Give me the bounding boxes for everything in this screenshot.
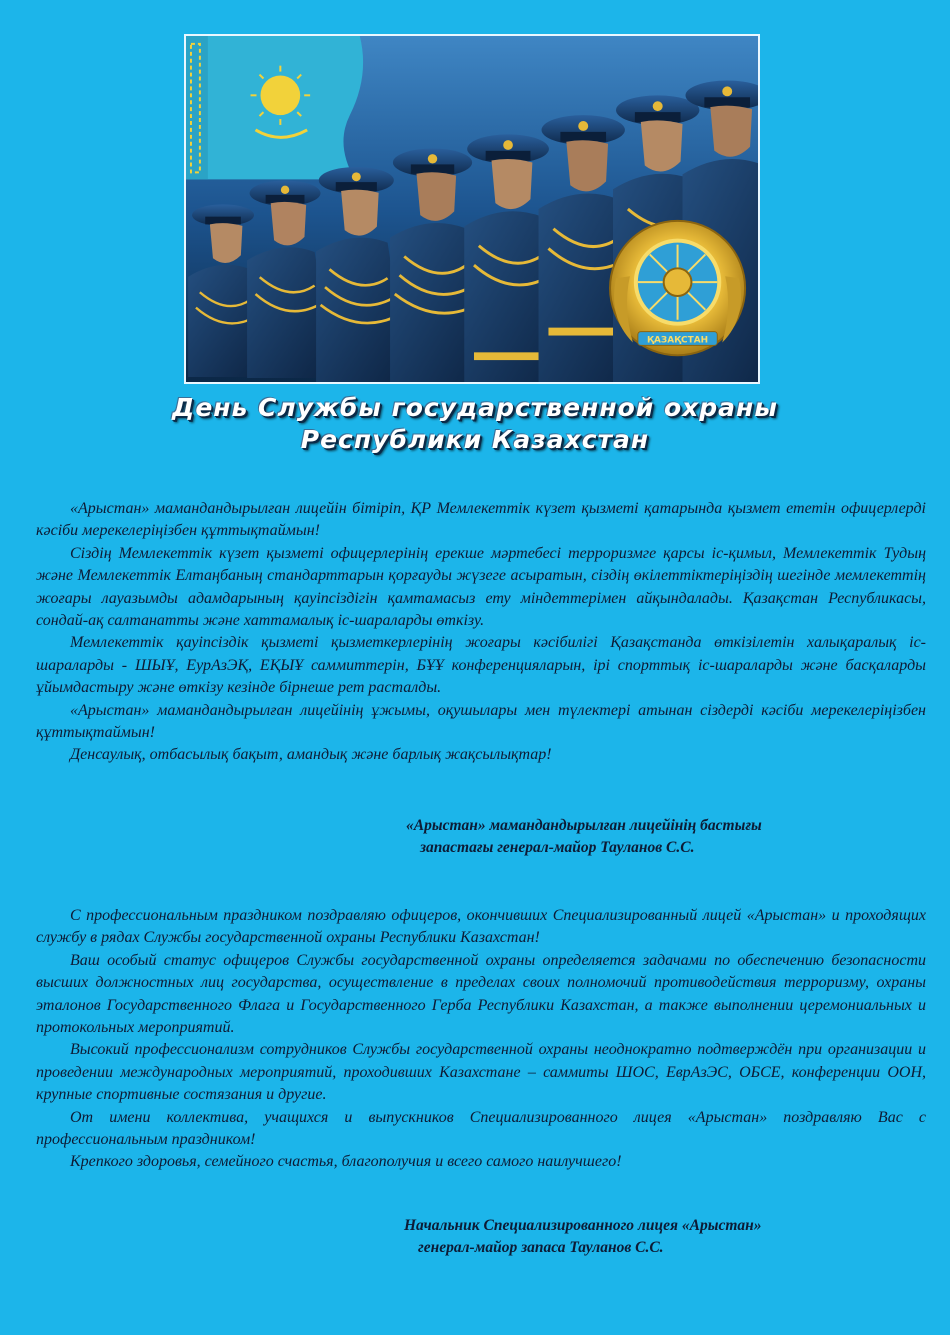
signature-title: Начальник Специализированного лицея «Арыстан» — [404, 1217, 762, 1234]
paragraph: «Арыстан» мамандандырылған лицейінің ұжымы, оқушылары мен түлектері атынан сіздерді кәсіби мерекелеріңізбен құттықтаймын! — [36, 701, 926, 742]
state-emblem-icon — [610, 221, 745, 355]
title-line-1: День Службы государственной охраны — [172, 393, 778, 422]
paragraph: Высокий профессионализм сотрудников Службы государственной охраны неоднократно подтверждён при организации и проведении международных мероприятий, проходивших Казахстане – саммиты ШОС, ЕврАзЭС, ОБСЕ, конференции ООН, крупные спортивные состязания и другие. — [36, 1041, 926, 1104]
kazakhstan-flag-icon — [186, 36, 363, 179]
emblem-text: ҚАЗАҚСТАН — [647, 335, 709, 346]
signature-name: генерал-майор запаса Тауланов С.С. — [418, 1239, 664, 1256]
hero-photo — [184, 34, 760, 384]
paragraph: С профессиональным праздником поздравляю офицеров, окончивших Специализированный лицей «Арыстан» и проходящих службу в рядах Службы государственной охраны Республики Казахстан! — [36, 907, 926, 947]
page-title — [0, 392, 950, 456]
paragraph: От имени коллектива, учащихся и выпускников Специализированного лицея «Арыстан» поздравляю Вас с профессиональным праздником! — [36, 1108, 926, 1149]
title-line-2: Республики Казахстан — [300, 425, 650, 454]
signature-title: «Арыстан» мамандандырылған лицейінің бастығы — [406, 817, 762, 834]
paragraph: Ваш особый статус офицеров Службы государственной охраны определяется задачами по обеспечению безопасности высших должностных лиц государства, осуществление в пределах своих полномочий противодействия терроризму, охраны эталонов Государственного Флага и Государственного Герба Республики Казахстан, а также выполнении церемониальных и протокольных мероприятий. — [36, 951, 926, 1037]
signature-russian — [404, 1215, 762, 1259]
paragraph: «Арыстан» мамандандырылған лицейін бітіріп, ҚР Мемлекеттік күзет қызметі қатарында қызмет ететін офицерлерді кәсіби мерекелеріңізбен құттықтаймын! — [36, 500, 926, 540]
paragraph: Мемлекеттік қауіпсіздік қызметі қызметкерлерінің жоғары кәсібилігі Қазақстанда өткізілетін халықаралық іс-шараларды - ШЫҰ, ЕурАзЭҚ, ЕҚЫҰ саммиттерін, БҰҰ конференцияларын, ірі спорттық іс-шараларды және басқаларды ұйымдастыру және өткізу кезінде бірнеше рет расталды. — [36, 634, 926, 697]
honor-guard-illustration — [186, 36, 758, 382]
greeting-russian — [36, 905, 926, 1174]
paragraph: Сіздің Мемлекеттік күзет қызметі офицерлерінің ерекше мәртебесі терроризмге қарсы іс-қимыл, Мемлекеттік Тудың және Мемлекеттік Елтаңбаның стандарттарын қорғауды жүзеге асыратын, сіздің өкілеттіктеріңіздің шегінде мемлекеттің жоғары лауазымды адамдарының қауіпсіздігін қамтамасыз ету міндеттерімен айқындалады. Қазақстан Республикасы, сондай-ақ салтанатты және хаттамалық іс-шараларды өткізу. — [36, 544, 926, 630]
greeting-kazakh — [36, 498, 926, 767]
paragraph: Денсаулық, отбасылық бақыт, амандық және барлық жақсылықтар! — [70, 746, 552, 764]
signature-name: запастағы генерал-майор Тауланов С.С. — [420, 839, 695, 856]
paragraph: Крепкого здоровья, семейного счастья, благополучия и всего самого наилучшего! — [70, 1153, 622, 1171]
signature-kazakh — [406, 815, 762, 859]
